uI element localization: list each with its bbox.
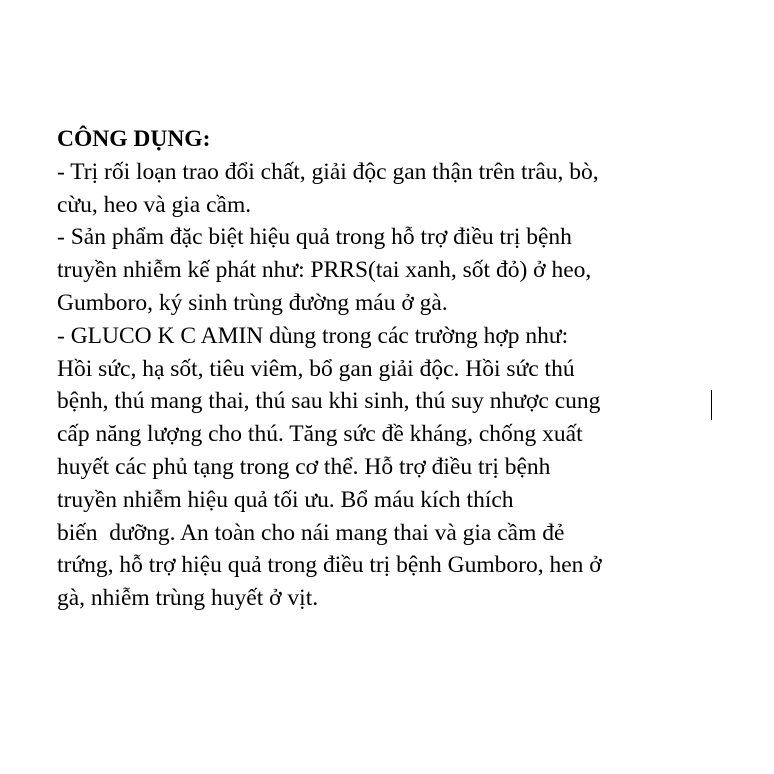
text-line: gà, nhiễm trùng huyết ở vịt. — [57, 585, 319, 612]
text-line: Hồi sức, hạ sốt, tiêu viêm, bổ gan giải độc. Hồi sức thú — [57, 355, 575, 382]
text-line: huyết các phủ tạng trong cơ thể. Hỗ trợ điều trị bệnh — [57, 453, 551, 480]
text-line: truyền nhiễm kế phát như: PRRS(tai xanh, sốt đỏ) ở heo, — [57, 257, 592, 284]
text-line: biến dưỡng. An toàn cho nái mang thai và gia cầm đẻ — [57, 519, 565, 546]
text-line: - Sản phẩm đặc biệt hiệu quả trong hỗ trợ điều trị bệnh — [57, 224, 572, 251]
section-heading: CÔNG DỤNG: — [57, 126, 211, 152]
text-line: truyền nhiễm hiệu quả tối ưu. Bổ máu kích thích — [57, 486, 514, 513]
text-line: - GLUCO K C AMIN dùng trong các trường hợp như: — [57, 322, 569, 349]
text-line: cấp năng lượng cho thú. Tăng sức đề kháng, chống xuất — [57, 421, 583, 448]
text-line: cừu, heo và gia cầm. — [57, 191, 252, 218]
text-line: bệnh, thú mang thai, thú sau khi sinh, thú suy nhược cung — [57, 388, 601, 415]
text-line: trứng, hỗ trợ hiệu quả trong điều trị bệnh Gumboro, hen ở — [57, 552, 602, 579]
text-line: Gumboro, ký sinh trùng đường máu ở gà. — [57, 289, 448, 316]
document-body — [57, 123, 757, 615]
text-line: - Trị rối loạn trao đổi chất, giải độc gan thận trên trâu, bò, — [57, 158, 599, 185]
text-cursor — [711, 390, 712, 420]
